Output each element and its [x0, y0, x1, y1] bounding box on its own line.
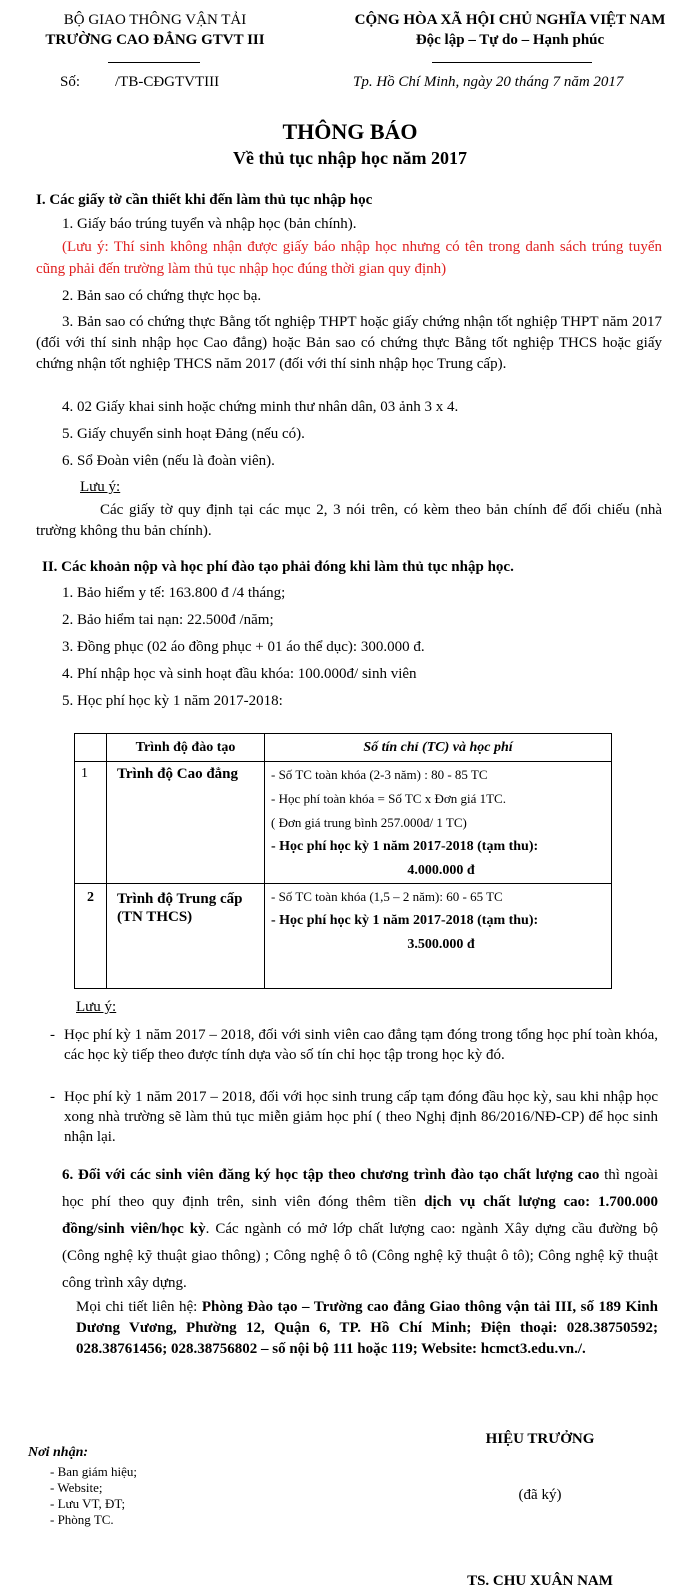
fee-item: 4. Phí nhập học và sinh hoạt đầu khóa: 100.000đ/ sinh viên [62, 666, 417, 682]
table-row [75, 884, 612, 989]
fee-item: 2. Bảo hiểm tai nạn: 22.500đ /năm; [62, 612, 274, 628]
row-number: 2 [75, 884, 107, 989]
fee-item: 1. Bảo hiểm y tế: 163.800 đ /4 tháng; [62, 585, 286, 601]
contact-lead: Mọi chi tiết liên hệ: [76, 1299, 198, 1315]
fee-item: 3. Đồng phục (02 áo đồng phục + 01 áo thể dục): 300.000 đ. [62, 639, 425, 655]
section1-heading: I. Các giấy tờ cần thiết khi đến làm thủ tục nhập học [36, 192, 373, 208]
doc-subtitle: Về thủ tục nhập học năm 2017 [232, 148, 468, 168]
row-level: Trình độ Trung cấp (TN THCS) [107, 884, 265, 989]
section1-red-note: (Lưu ý: Thí sinh không nhận được giấy báo nhập học nhưng có tên trong danh sách trúng tuyển cũng phải đến trường làm thủ tục nhập học đúng thời gian quy định) [36, 239, 662, 277]
section2-note: - Học phí kỳ 1 năm 2017 – 2018, đối với học sinh trung cấp tạm đóng đầu học kỳ, sau khi nhập học xong nhà trường sẽ làm thủ tục miễn giảm học phí ( theo Nghị định 86/2016/NĐ-CP) để học sinh nhận lại. [50, 1089, 658, 1145]
header-right [328, 10, 692, 50]
signer-title: HIỆU TRƯỞNG [485, 1431, 595, 1447]
recipient-item: - Website; [50, 1480, 103, 1495]
section2-note-label: Lưu ý: [76, 999, 117, 1015]
section6-paragraph [62, 1162, 658, 1297]
signed-note: (đã ký) [518, 1487, 562, 1503]
table-header-no [75, 734, 107, 762]
table-header-row [75, 734, 612, 762]
tuition-table [74, 733, 612, 989]
section6-text2: . Các ngành có mở lớp chất lượng cao: ngành Xây dựng cầu đường bộ (Công nghệ kỹ thuật giao thông) ; Công nghệ ô tô (Công nghệ kỹ thuật ô tô); Công nghệ kỹ thuật công trình xây dựng. [62, 1221, 659, 1291]
recipient-item: - Ban giám hiệu; [50, 1464, 138, 1479]
recipients-label: Nơi nhận: [28, 1445, 89, 1460]
recipients-list [50, 1464, 137, 1528]
row-number: 1 [75, 762, 107, 884]
section1-note-text: Các giấy tờ quy định tại các mục 2, 3 nói trên, có kèm theo bản chính để đối chiếu (nhà trường không thu bản chính). [36, 502, 662, 539]
section1-item2: 2. Bản sao có chứng thực học bạ. [62, 288, 262, 304]
section6-text1: thì ngoài học phí theo quy định trên, sinh viên đóng thêm tiền [62, 1167, 658, 1210]
doc-number-label: Số: [60, 74, 81, 90]
row-details: - Số TC toàn khóa (1,5 – 2 năm): 60 - 65 TC - Học phí học kỳ 1 năm 2017-2018 (tạm thu): 3.500.000 đ [265, 884, 612, 989]
signer-name: TS. CHU XUÂN NAM [467, 1573, 613, 1589]
section1-item4: 4. 02 Giấy khai sinh hoặc chứng minh thư nhân dân, 03 ảnh 3 x 4. [62, 399, 459, 415]
table-row [75, 762, 612, 884]
header-left [20, 10, 290, 50]
contact-details: Phòng Đào tạo – Trường cao đẳng Giao thông vận tải III, số 189 Kinh Dương Vương, Phường 12, Quận 6, TP. Hồ Chí Minh; Điện thoại: 028.38750592; 028.38761456; 028.38756802 – số nội bộ 111 hoặc 119; Website: hcmct3.edu.vn./. [76, 1299, 658, 1357]
row-level: Trình độ Cao đẳng [107, 762, 265, 884]
section2-fee-list [62, 580, 425, 715]
section1-item3: 3. Bản sao có chứng thực Bằng tốt nghiệp THPT hoặc giấy chứng nhận tốt nghiệp THPT năm 2017 (đối với thí sinh nhập học Cao đẳng) hoặc Bản sao có chứng thực Bằng tốt nghiệp THCS hoặc giấy chứng nhận tốt nghiệp THCS năm 2017 (đối với thí sinh nhập học Trung cấp). [36, 314, 662, 372]
fee-item: 5. Học phí học kỳ 1 năm 2017-2018: [62, 693, 283, 709]
country-name: CỘNG HÒA XÃ HỘI CHỦ NGHĨA VIỆT NAM [354, 12, 666, 28]
table-header-level: Trình độ đào tạo [107, 734, 265, 762]
contact-paragraph [76, 1297, 658, 1360]
recipient-item: - Lưu VT, ĐT; [50, 1496, 126, 1511]
section6-lead: 6. Đối với các sinh viên đăng ký học tập theo chương trình đào tạo chất lượng cao [62, 1167, 600, 1183]
table-header-credits: Số tín chỉ (TC) và học phí [265, 734, 612, 762]
motto: Độc lập – Tự do – Hạnh phúc [415, 32, 605, 48]
section6-fee: dịch vụ chất lượng cao: 1.700.000 đồng/sinh viên/học kỳ [62, 1194, 658, 1237]
section2-heading: II. Các khoản nộp và học phí đào tạo phải đóng khi làm thủ tục nhập học. [42, 559, 514, 575]
section1-item6: 6. Sổ Đoàn viên (nếu là đoàn viên). [62, 453, 275, 469]
section2-note: - Học phí kỳ 1 năm 2017 – 2018, đối với sinh viên cao đẳng tạm đóng trong tổng học phí toàn khóa, các học kỳ tiếp theo được tính dựa vào số tín chỉ học tập trong học kỳ đó. [50, 1027, 658, 1063]
section1-item1: 1. Giấy báo trúng tuyển và nhập học (bản chính). [62, 216, 357, 232]
header-left-rule [108, 62, 200, 63]
recipient-item: - Phòng TC. [50, 1512, 114, 1527]
issue-date: Tp. Hồ Chí Minh, ngày 20 tháng 7 năm 2017 [353, 74, 624, 90]
header-right-rule [432, 62, 592, 63]
doc-number-code: /TB-CĐGTVTIII [115, 74, 220, 90]
section1-note-label: Lưu ý: [80, 479, 121, 495]
doc-title: THÔNG BÁO [282, 119, 418, 144]
school-name: TRƯỜNG CAO ĐẲNG GTVT III [45, 32, 265, 48]
row-details: - Số TC toàn khóa (2-3 năm) : 80 - 85 TC - Học phí toàn khóa = Số TC x Đơn giá 1TC. ( Đơn giá trung bình 257.000đ/ 1 TC) - Học phí học kỳ 1 năm 2017-2018 (tạm thu): 4.000.000 đ [265, 762, 612, 884]
section1-item5: 5. Giấy chuyển sinh hoạt Đảng (nếu có). [62, 426, 305, 442]
ministry-name: BỘ GIAO THÔNG VẬN TẢI [63, 12, 247, 28]
